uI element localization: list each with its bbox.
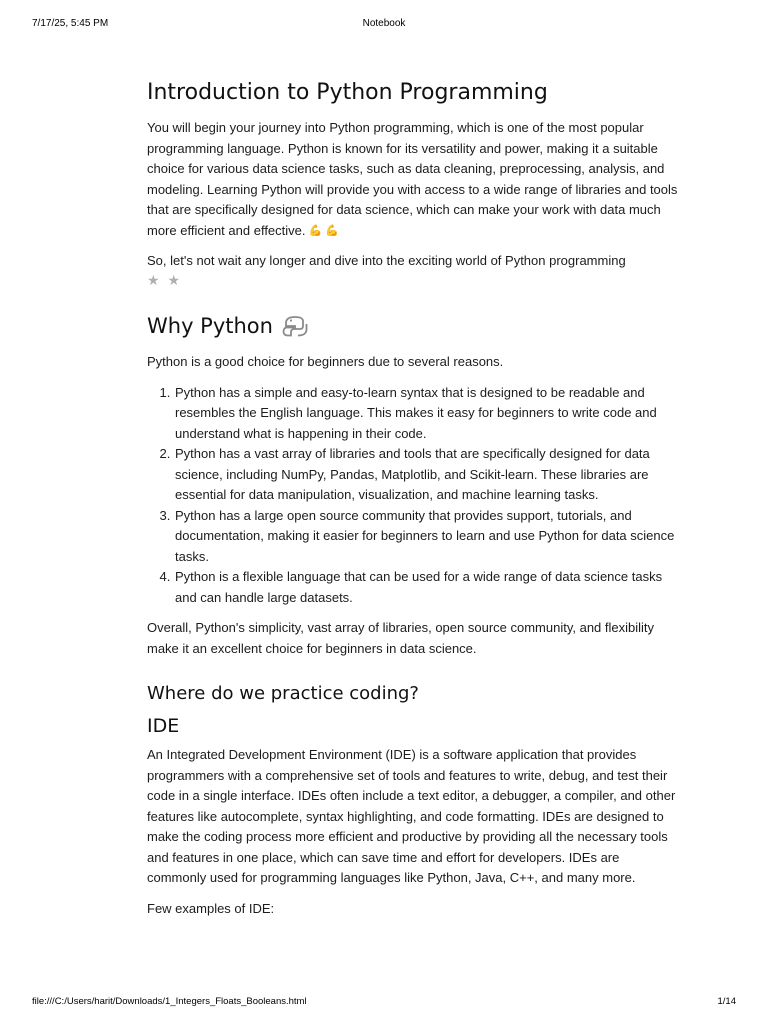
intro-cta-text: So, let's not wait any longer and dive into the exciting world of Python programming <box>147 253 626 269</box>
print-file-path: file:///C:/Users/harit/Downloads/1_Integers_Floats_Booleans.html <box>32 996 307 1007</box>
intro-paragraph-text: You will begin your journey into Python programming, which is one of the most popular programming language. Python is known for its versatility and power, making it a suitable choice for various data science tasks, such as data cleaning, preprocessing, analysis, and modeling. Learning Python will provide you with access to a wide range of libraries and tools that are specifically designed for data science, which can make your work with data much more efficient and effective. <box>147 120 678 238</box>
reason-item: 1. Python has a simple and easy-to-learn syntax that is designed to be readable and resembles the English language. This makes it easy for beginners to write code and understand what is happening in their code. <box>174 383 679 445</box>
python-logo-icon <box>282 315 308 337</box>
print-footer <box>32 996 736 1010</box>
print-header <box>32 18 736 32</box>
intro-paragraph <box>147 118 679 241</box>
print-date: 7/17/25, 5:45 PM <box>32 18 109 29</box>
ide-paragraph: An Integrated Development Environment (IDE) is a software application that provides programmers with a comprehensive set of tools and features to write, debug, and test their code in a single interface. IDEs often include a text editor, a debugger, a compiler, and other features like autocomplete, syntax highlighting, and code formatting. IDEs are designed to make the coding process more efficient and productive by providing all the necessary tools and features in one place, which can save time and effort for developers. IDEs are commonly used for programming languages like Python, Java, C++, and many more. <box>147 747 676 886</box>
print-page-number: 1/14 <box>717 996 736 1007</box>
reason-item: 4. Python is a flexible language that can be used for a wide range of data science tasks and can handle large datasets. <box>174 567 679 608</box>
practice-heading: Where do we practice coding? <box>147 683 419 705</box>
why-python-heading <box>147 312 679 340</box>
ide-examples-lead: Few examples of IDE: <box>147 900 275 916</box>
notebook-content <box>147 74 679 929</box>
why-python-lead: Python is a good choice for beginners due to several reasons. <box>147 354 504 370</box>
ide-heading: IDE <box>147 715 180 738</box>
print-title: Notebook <box>362 18 406 29</box>
intro-cta-paragraph <box>147 251 679 290</box>
reason-item: 3. Python has a large open source community that provides support, tutorials, and documentation, making it easier for beginners to learn and use Python for data science tasks. <box>174 506 679 568</box>
reasons-list <box>147 383 679 609</box>
flexed-biceps-icon: 💪 💪 <box>308 224 339 237</box>
why-python-summary: Overall, Python's simplicity, vast array of libraries, open source community, and flexibility make it an excellent choice for beginners in data science. <box>147 620 655 656</box>
why-python-heading-text: Why Python <box>147 314 273 339</box>
star-icon: ★ ★ <box>147 271 182 288</box>
intro-heading: Introduction to Python Programming <box>147 80 548 105</box>
reason-item: 2. Python has a vast array of libraries and tools that are specifically designed for data science, including NumPy, Pandas, Matplotlib, and Scikit-learn. These libraries are essential for data manipulation, visualization, and machine learning tasks. <box>174 444 679 506</box>
